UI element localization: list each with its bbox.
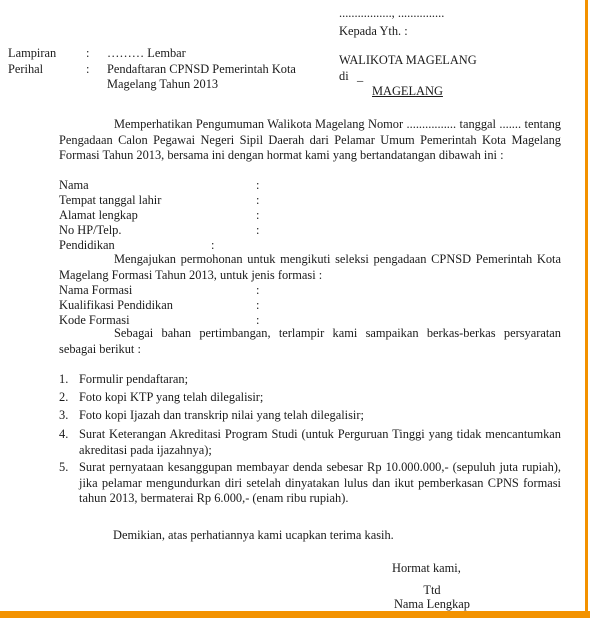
field-colon: : bbox=[256, 283, 260, 297]
bottom-border-bar bbox=[0, 611, 590, 618]
attachment-text: Foto kopi Ijazah dan transkrip nilai yang telah dilegalisir; bbox=[79, 408, 364, 422]
place-date: ................., ............... bbox=[339, 6, 445, 20]
field-colon: : bbox=[256, 313, 260, 327]
recipient-blank: _ bbox=[357, 69, 364, 83]
lampiran-label: Lampiran bbox=[8, 46, 57, 60]
closing-sentence: Demikian, atas perhatiannya kami ucapkan terima kasih. bbox=[113, 528, 394, 542]
kepada-label: Kepada Yth. : bbox=[339, 24, 408, 38]
recipient-city: MAGELANG bbox=[372, 84, 443, 98]
right-border-bar bbox=[585, 0, 588, 611]
attachment-item bbox=[59, 408, 561, 424]
attachment-item bbox=[59, 390, 561, 406]
recipient-name: WALIKOTA MAGELANG bbox=[339, 53, 477, 67]
lampiran-colon: : bbox=[86, 46, 90, 60]
perihal-label: Perihal bbox=[8, 62, 44, 76]
signature-greeting: Hormat kami, bbox=[392, 561, 461, 575]
attachment-number: 3. bbox=[59, 408, 69, 422]
perihal-line-2: Magelang Tahun 2013 bbox=[107, 77, 219, 91]
signature-name: Nama Lengkap bbox=[393, 597, 471, 611]
field-colon: : bbox=[256, 178, 260, 192]
request-paragraph: Mengajukan permohonan untuk mengikuti seleksi pengadaan CPNSD Pemerintah Kota Magelang Formasi Tahun 2013, untuk jenis formasi : bbox=[59, 252, 561, 282]
recipient-di: di bbox=[339, 69, 349, 83]
field-label: Kualifikasi Pendidikan bbox=[59, 298, 173, 312]
attachment-item bbox=[59, 460, 561, 507]
field-label: Tempat tanggal lahir bbox=[59, 193, 162, 207]
attachment-number: 4. bbox=[59, 427, 69, 441]
attachment-text: Formulir pendaftaran; bbox=[79, 372, 189, 386]
intro-paragraph: Memperhatikan Pengumuman Walikota Magelang Nomor ................ tanggal ....... tentang Pengadaan Calon Pegawai Negeri Sipil Daerah dari Pelamar Umum Pemerintah Kota Magelang Formasi Tahun 2013, bersama ini dengan hormat kami yang bertandatangan dibawah ini : bbox=[59, 117, 561, 162]
attachment-item bbox=[59, 372, 561, 388]
field-colon: : bbox=[256, 223, 260, 237]
signature-ttd: Ttd bbox=[423, 583, 441, 597]
field-label: Nama bbox=[59, 178, 89, 192]
perihal-colon: : bbox=[86, 62, 90, 76]
attachment-number: 1. bbox=[59, 372, 69, 386]
perihal-line-1: Pendaftaran CPNSD Pemerintah Kota bbox=[107, 62, 296, 76]
field-label: Pendidikan bbox=[59, 238, 115, 252]
attachment-number: 2. bbox=[59, 390, 69, 404]
field-label: No HP/Telp. bbox=[59, 223, 122, 237]
attachment-text: Surat Keterangan Akreditasi Program Studi (untuk Perguruan Tinggi yang tidak mencantumkan akreditasi pada ijazahnya); bbox=[79, 427, 561, 457]
field-colon: : bbox=[256, 193, 260, 207]
attachment-text: Foto kopi KTP yang telah dilegalisir; bbox=[79, 390, 264, 404]
field-label: Kode Formasi bbox=[59, 313, 130, 327]
attachment-number: 5. bbox=[59, 460, 69, 474]
lampiran-value: ……… Lembar bbox=[107, 46, 186, 60]
attachment-text: Surat pernyataan kesanggupan membayar denda sebesar Rp 10.000.000,- (sepuluh juta rupiah), jika pelamar mengundurkan diri setelah dinyatakan lulus dan ikut pemberkasan CPNS formasi tahun 2013, bermaterai Rp 6.000,- (enam ribu rupiah). bbox=[79, 460, 561, 505]
field-colon: : bbox=[256, 208, 260, 222]
field-label: Nama Formasi bbox=[59, 283, 133, 297]
field-colon: : bbox=[211, 238, 215, 252]
field-label: Alamat lengkap bbox=[59, 208, 138, 222]
field-colon: : bbox=[256, 298, 260, 312]
attachment-item bbox=[59, 427, 561, 458]
consideration-paragraph: Sebagai bahan pertimbangan, terlampir kami sampaikan berkas-berkas persyaratan sebagai berikut : bbox=[59, 326, 561, 356]
